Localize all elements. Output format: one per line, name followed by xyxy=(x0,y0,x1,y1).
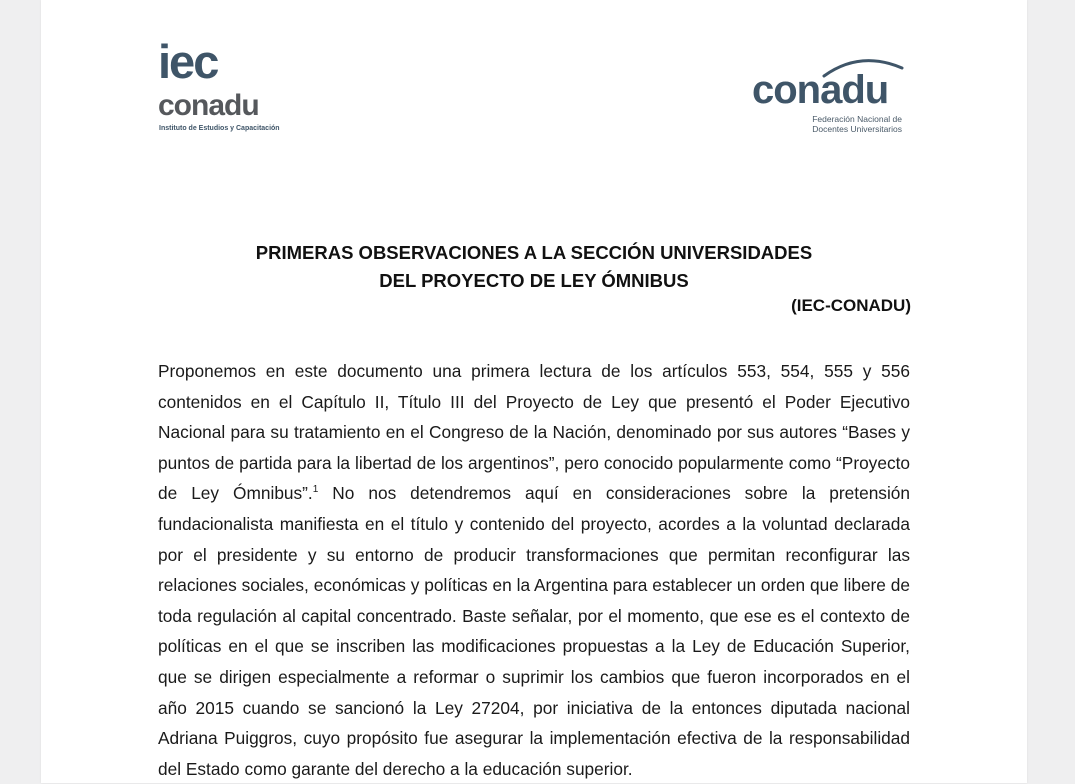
conadu-logo xyxy=(752,56,904,138)
document-page xyxy=(41,0,1027,783)
logo-right-name: conadu xyxy=(752,68,889,112)
footnote-reference[interactable]: 1 xyxy=(312,484,319,496)
logo-left-line1: iec xyxy=(158,35,218,88)
document-title-line2: DEL PROYECTO DE LEY ÓMNIBUS xyxy=(379,270,689,291)
logo-right-subtitle xyxy=(812,114,902,134)
paragraph-part2: No nos detendremos aquí en consideraciones sobre la pretensión fundacionalista manifiesta en el título y contenido del proyecto, acordes a la voluntad declarada por el presidente y su entorno de producir transformaciones que permitan reconfigurar las relaciones sociales, económicas y políticas en la Argentina para establecer un orden que libere de toda regulación al capital concentrado. Baste señalar, por el momento, que ese es el contexto de políticas en el que se inscriben las modificaciones propuestas a la Ley de Educación Superior, que se dirigen especialmente a reformar o suprimir los cambios que fueron incorporados en el año 2015 cuando se sancionó la Ley 27204, por iniciativa de la entonces diputada nacional Adriana Puiggros, cuyo propósito fue asegurar la implementación efectiva de la responsabilidad del Estado como garante del derecho a la educación superior. xyxy=(158,483,911,779)
document-byline: (IEC-CONADU) xyxy=(791,296,911,315)
body-paragraph xyxy=(158,356,910,784)
logo-left-subtitle: Instituto de Estudios y Capacitación xyxy=(159,125,280,132)
logo-right-subtitle-line2: Docentes Universitarios xyxy=(812,124,902,134)
paragraph-part1: Proponemos en este documento una primera lectura de los artículos 553, 554, 555 y 556 contenidos en el Capítulo II, Título III del Proyecto de Ley que presentó el Poder Ejecutivo Nacional para su tratamiento en el Congreso de la Nación, denominado por sus autores “Bases y puntos de partida para la libertad de los argentinos”, pero conocido popularmente como “Proyecto de Ley Ómnibus”. xyxy=(158,361,910,504)
document-title-line1: PRIMERAS OBSERVACIONES A LA SECCIÓN UNIVERSIDADES xyxy=(255,242,813,263)
iec-conadu-logo xyxy=(158,35,288,138)
logo-left-line2: conadu xyxy=(158,89,259,122)
logo-right-subtitle-line1: Federación Nacional de xyxy=(812,114,902,124)
